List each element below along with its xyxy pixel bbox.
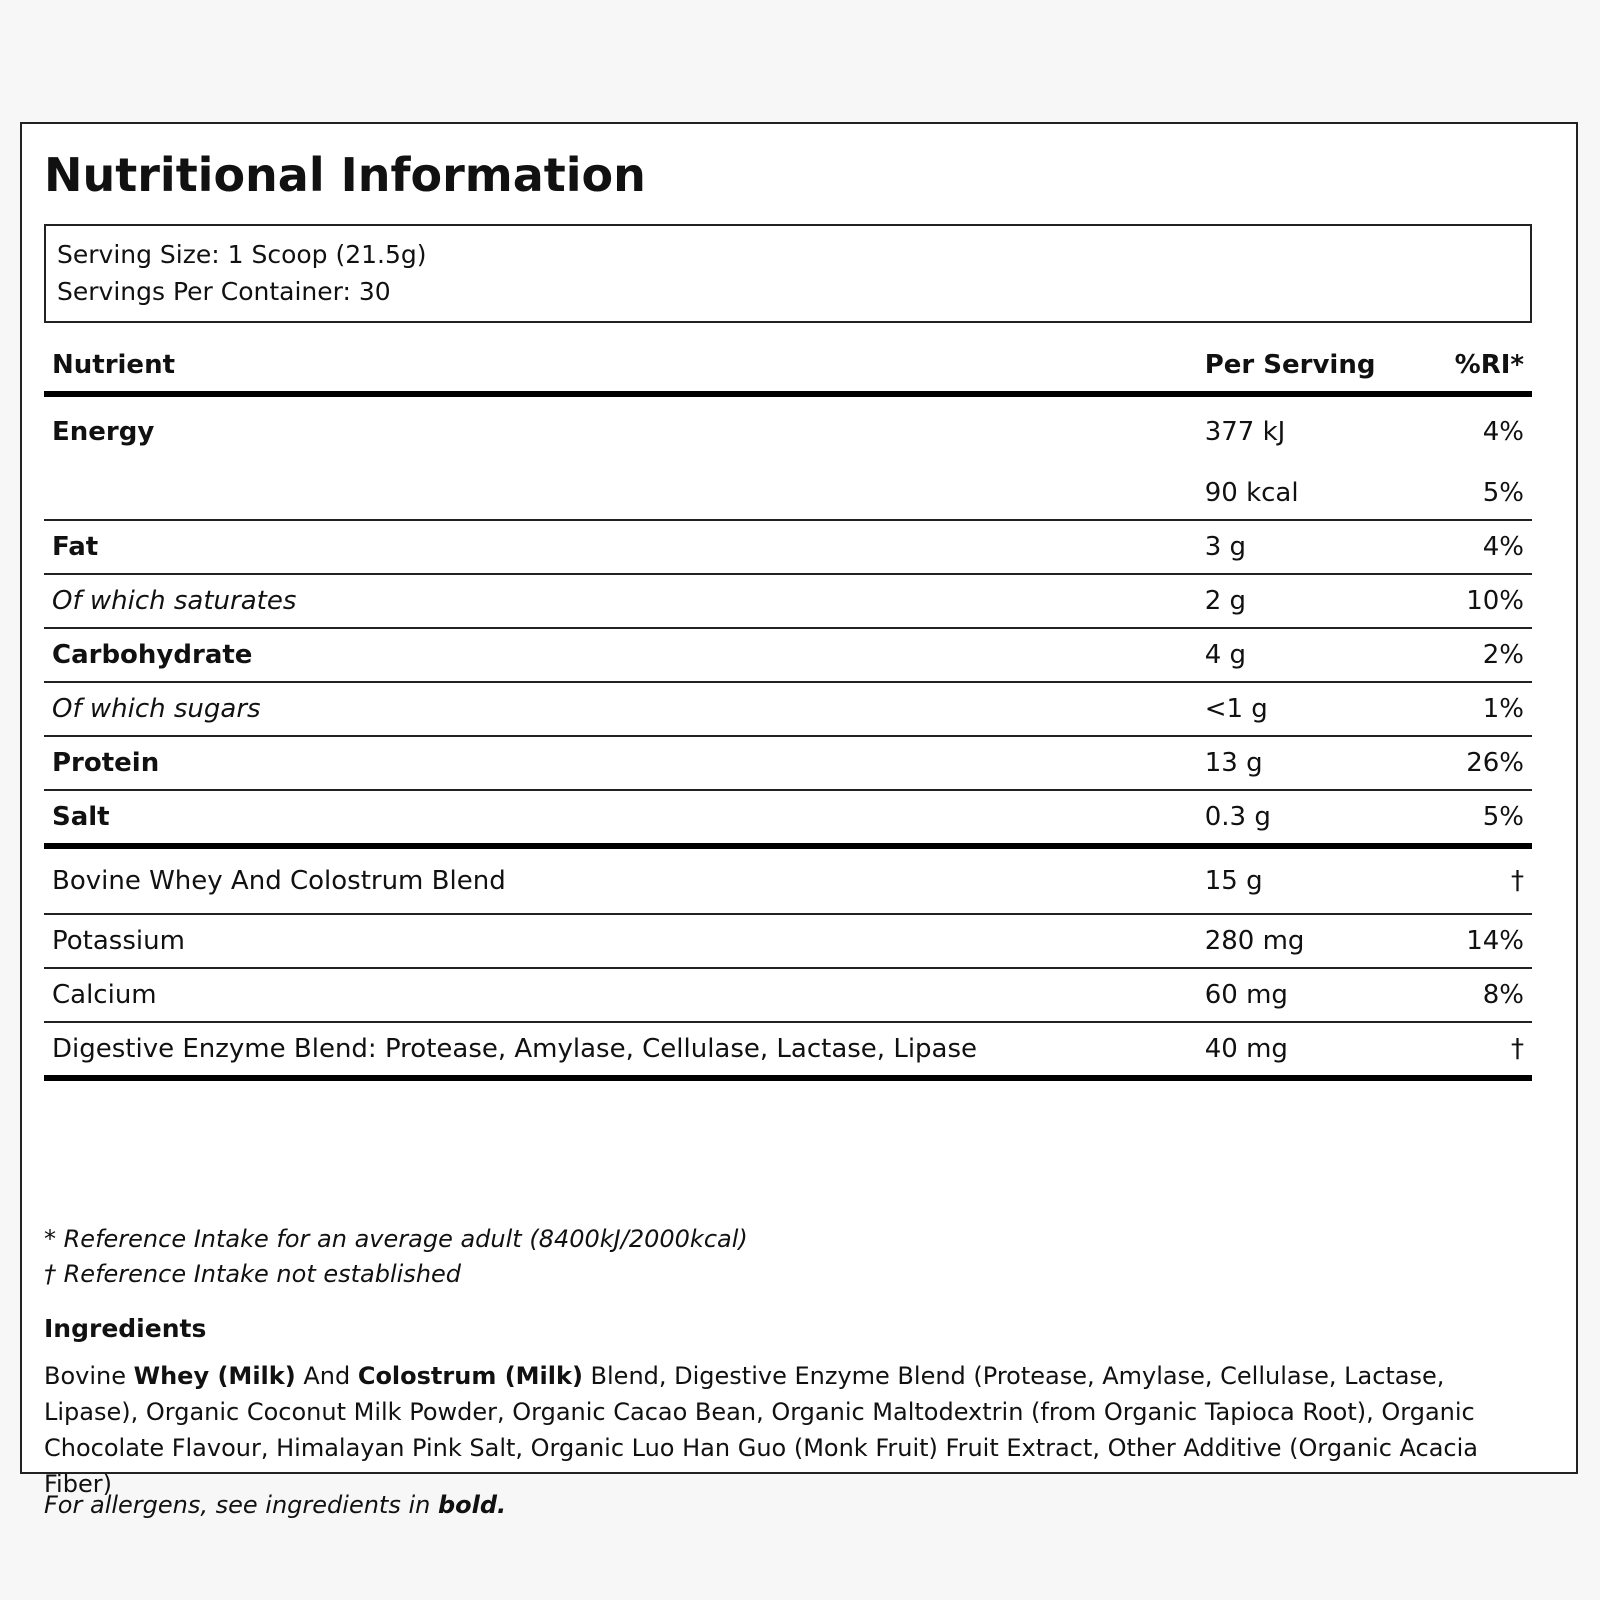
ri-value: 4%	[1482, 417, 1524, 447]
per-serving-value: 3 g	[1197, 520, 1447, 574]
ingredients-heading: Ingredients	[44, 1314, 207, 1343]
per-serving-value: 377 kJ	[1204, 417, 1286, 447]
ri-value: †	[1447, 846, 1532, 914]
nutrient-name: Potassium	[44, 914, 1197, 968]
ri-value: 26%	[1447, 736, 1532, 790]
servings-per-container: Servings Per Container: 30	[57, 277, 391, 306]
nutrient-name: Protein	[44, 736, 1197, 790]
nutrient-name: Calcium	[44, 968, 1197, 1022]
table-row-energy-kcal	[44, 467, 1532, 520]
ingredients-part: Bovine	[44, 1362, 134, 1390]
per-serving-value: 0.3 g	[1197, 790, 1447, 846]
nutrition-table	[44, 339, 1532, 1081]
allergen-whey: Whey (Milk)	[133, 1362, 296, 1390]
header-nutrient: Nutrient	[52, 350, 176, 380]
serving-info-box	[44, 224, 1532, 323]
nutrient-name: Of which saturates	[44, 574, 1197, 628]
table-row-protein	[44, 736, 1532, 790]
per-serving-value: 4 g	[1197, 628, 1447, 682]
allergen-note-text: For allergens, see ingredients in	[44, 1491, 438, 1519]
table-row-calcium	[44, 968, 1532, 1022]
table-row-sugars	[44, 682, 1532, 736]
table-row-energy-kj	[44, 394, 1532, 467]
ri-value: †	[1447, 1022, 1532, 1078]
nutrient-name: Fat	[44, 520, 1197, 574]
ri-value: 8%	[1447, 968, 1532, 1022]
per-serving-value: 60 mg	[1197, 968, 1447, 1022]
ri-value: 5%	[1447, 790, 1532, 846]
nutrient-name: Energy	[52, 417, 155, 447]
nutrient-name: Carbohydrate	[44, 628, 1197, 682]
ingredients-text	[44, 1358, 1539, 1502]
nutrient-name: Bovine Whey And Colostrum Blend	[44, 846, 1197, 914]
nutrient-name: Salt	[44, 790, 1197, 846]
ri-value: 5%	[1447, 467, 1532, 520]
per-serving-value: 90 kcal	[1197, 467, 1447, 520]
table-row-potassium	[44, 914, 1532, 968]
footnote-not-established: † Reference Intake not established	[44, 1260, 462, 1288]
footnote-ri: * Reference Intake for an average adult (8400kJ/2000kcal)	[44, 1225, 748, 1253]
footnotes	[44, 1222, 748, 1292]
nutrient-name: Digestive Enzyme Blend: Protease, Amylase, Cellulase, Lactase, Lipase	[44, 1022, 1197, 1078]
header-ri: %RI*	[1454, 350, 1524, 380]
table-header-row	[44, 339, 1532, 394]
allergen-note	[44, 1491, 506, 1519]
serving-size: Serving Size: 1 Scoop (21.5g)	[57, 240, 427, 269]
per-serving-value: 40 mg	[1197, 1022, 1447, 1078]
ingredients-part: And	[295, 1362, 358, 1390]
per-serving-value: 13 g	[1197, 736, 1447, 790]
table-row-enzyme-blend	[44, 1022, 1532, 1078]
nutrition-panel	[20, 122, 1578, 1519]
table-row-carbohydrate	[44, 628, 1532, 682]
nutrient-name	[44, 467, 1197, 520]
ingredients-part: Blend, Digestive Enzyme Blend (Protease, Amylase, Cellulase, Lactase, Lipase), Organic Coconut Milk Powder, Organic Cacao Bean, Organic Maltodextrin (from Organic Tapioca Root), Organic Chocolate Flavour, Himalayan Pink Salt, Organic Luo Han Guo (Monk Fruit) Fruit Extract, Other Additive (Organic Acacia Fiber)	[44, 1362, 1478, 1498]
ri-value: 14%	[1447, 914, 1532, 968]
header-per-serving: Per Serving	[1204, 350, 1376, 380]
allergen-note-bold: bold.	[437, 1491, 507, 1519]
per-serving-value: 2 g	[1197, 574, 1447, 628]
per-serving-value: 15 g	[1197, 846, 1447, 914]
ri-value: 1%	[1447, 682, 1532, 736]
table-row-saturates	[44, 574, 1532, 628]
table-row-salt	[44, 790, 1532, 846]
ri-value: 4%	[1447, 520, 1532, 574]
per-serving-value: <1 g	[1197, 682, 1447, 736]
ri-value: 10%	[1447, 574, 1532, 628]
table-row-fat	[44, 520, 1532, 574]
ri-value: 2%	[1447, 628, 1532, 682]
allergen-colostrum: Colostrum (Milk)	[357, 1362, 583, 1390]
table-row-whey-blend	[44, 846, 1532, 914]
per-serving-value: 280 mg	[1197, 914, 1447, 968]
nutrient-name: Of which sugars	[44, 682, 1197, 736]
page-title: Nutritional Information	[44, 148, 646, 202]
